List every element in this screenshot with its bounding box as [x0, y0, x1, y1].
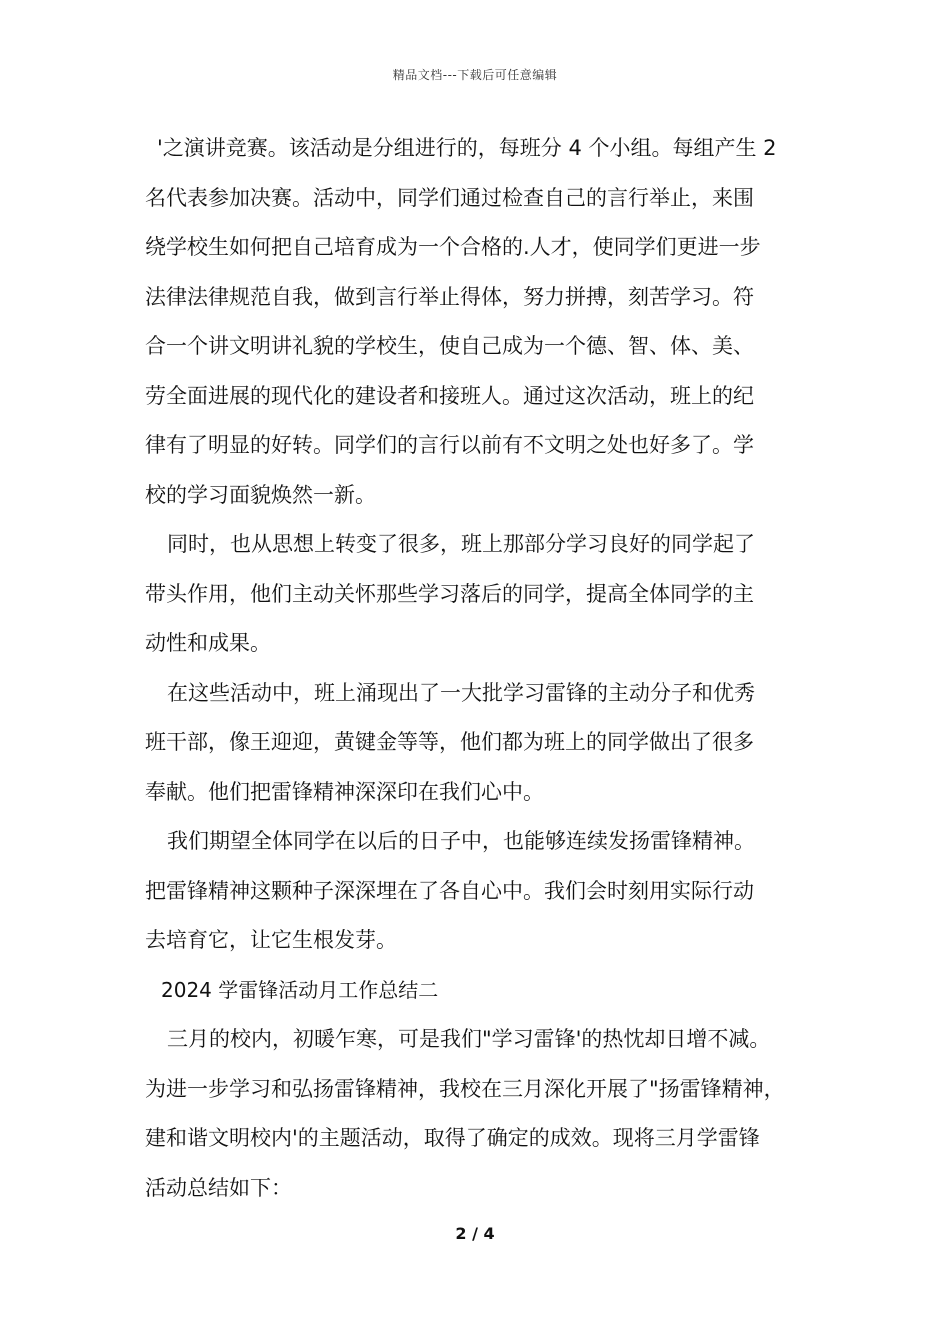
text-line: 奉献。他们把雷锋精神深深印在我们心中。: [145, 779, 544, 804]
text-line: 去培育它，让它生根发芽。: [145, 928, 397, 952]
text-line: 合一个讲文明讲礼貌的学校生，使自己成为一个德、智、体、美、: [145, 334, 754, 358]
text-line: 律有了明显的好转。同学们的言行以前有不文明之处也好多了。学: [145, 433, 754, 457]
paragraph-5: [145, 1015, 815, 1213]
text-line: 建和谐文明校内'的主题活动，取得了确定的成效。现将三月学雷锋: [145, 1126, 760, 1150]
text-line: 带头作用，他们主动关怀那些学习落后的同学，提高全体同学的主: [145, 581, 754, 606]
text-line: 在这些活动中，班上涌现出了一大批学习雷锋的主动分子和优秀: [167, 680, 755, 705]
text-line: 我们期望全体同学在以后的日子中，也能够连续发扬雷锋精神。: [167, 829, 755, 853]
text-line: 校的学习面貌焕然一新。: [145, 482, 376, 507]
text-line: 班干部，像王迎迎，黄键金等等，他们都为班上的同学做出了很多: [145, 730, 754, 754]
page-header: 精品文档---下载后可任意编辑: [392, 68, 558, 82]
text-line: 把雷锋精神这颗种子深深埋在了各自心中。我们会时刻用实际行动: [145, 878, 754, 903]
paragraph-3: [145, 669, 815, 818]
text-line: '之演讲竞赛。该活动是分组进行的，每班分 4 个小组。每组产生 2: [157, 136, 777, 160]
text-line: 活动总结如下：: [145, 1175, 292, 1200]
text-line: 动性和成果。: [145, 631, 271, 655]
text-line: 法律法律规范自我，做到言行举止得体，努力拼搏，刻苦学习。符: [145, 284, 754, 309]
paragraph-4: [145, 817, 815, 966]
text-line: 同时，也从思想上转变了很多，班上那部分学习良好的同学起了: [167, 532, 755, 556]
text-line: 为进一步学习和弘扬雷锋精神，我校在三月深化开展了"扬雷锋精神，: [145, 1076, 785, 1101]
section-heading: [145, 966, 815, 1016]
text-line: 三月的校内，初暖乍寒，可是我们"学习雷锋'的热忱却日增不减。: [167, 1027, 771, 1051]
text-line: 绕学校生如何把自己培育成为一个合格的.人才，使同学们更进一步: [145, 235, 761, 259]
paragraph-2: [145, 520, 815, 669]
section-heading-text: 2024 学雷锋活动月工作总结二: [161, 977, 439, 1002]
text-line: 名代表参加决赛。活动中，同学们通过检查自己的言行举止，来围: [145, 185, 754, 210]
page-number: 2 / 4: [455, 1224, 495, 1243]
document-body: [145, 124, 815, 1213]
paragraph-1: [145, 124, 815, 520]
text-line: 劳全面进展的现代化的建设者和接班人。通过这次活动，班上的纪: [145, 383, 754, 408]
